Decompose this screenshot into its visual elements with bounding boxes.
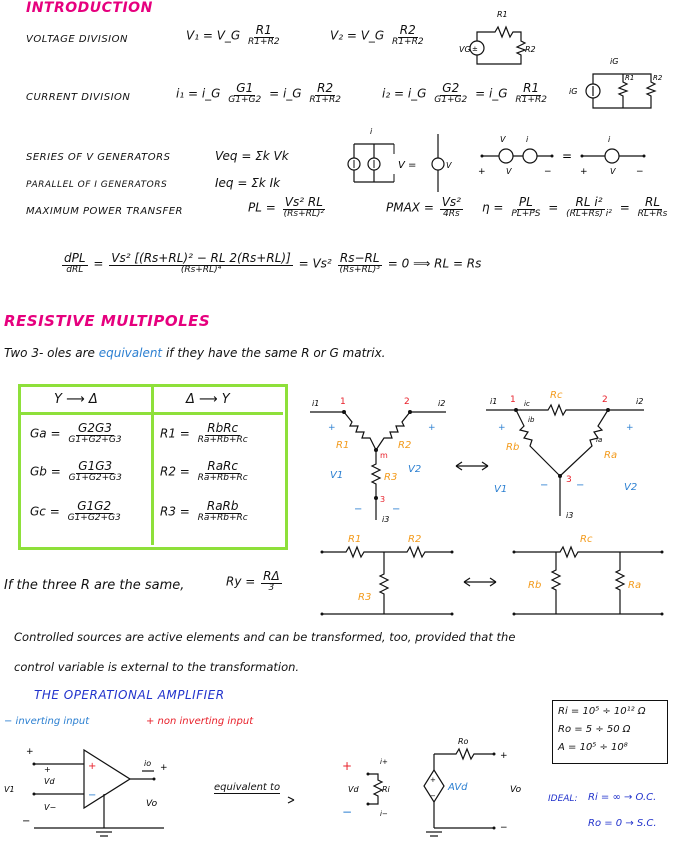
parallel-current-sources-diagram: [340, 124, 460, 196]
svg-text:R1: R1: [625, 74, 635, 82]
svg-text:Ra: Ra: [628, 580, 642, 591]
deriv-r-num: Rs−RL: [339, 251, 380, 265]
svg-text:+: +: [478, 167, 486, 177]
svg-text:−: −: [430, 792, 436, 800]
table-head-delta-to-y: Δ ⟶ Y: [186, 392, 230, 407]
intro-equivalent: equivalent: [98, 346, 163, 360]
svg-text:i: i: [608, 135, 611, 144]
svg-text:=: =: [562, 149, 573, 163]
v2-lhs: V₂ = V_G: [330, 28, 385, 43]
eta-eq-1: =: [548, 200, 559, 215]
deriv-lhs-num: dPL: [64, 251, 86, 265]
same-r-text: If the three R are the same,: [4, 578, 185, 593]
svg-text:R1: R1: [497, 10, 508, 19]
r2-lhs: R2 =: [160, 464, 190, 479]
pl-num: Vs² RL: [284, 195, 323, 209]
i2-equation: [382, 82, 551, 106]
i2-den-a: G1+G2: [434, 95, 468, 106]
multipoles-intro: [4, 346, 385, 360]
svg-text:Ri: Ri: [382, 785, 390, 794]
svg-text:i3: i3: [566, 511, 574, 520]
svg-text:V2: V2: [408, 464, 422, 475]
double-arrow-icon: [460, 574, 500, 590]
svg-text:i−: i−: [380, 810, 388, 818]
svg-text:Vo: Vo: [146, 799, 158, 809]
svg-text:+: +: [626, 423, 634, 433]
ideal-ri: Ri = ∞ → O.C.: [588, 792, 657, 803]
svg-text:+: +: [44, 765, 51, 774]
deriv-r-den: (Rs+RL)³: [339, 265, 380, 276]
gc-lhs: Gc =: [30, 504, 60, 519]
svg-text:ib: ib: [528, 416, 535, 424]
svg-text:i2: i2: [636, 397, 644, 406]
deriv-eq: =: [93, 256, 104, 271]
svg-text:VG: VG: [459, 45, 471, 54]
series-equation: Veq = Σk Vk: [215, 149, 289, 163]
svg-text:ic: ic: [524, 400, 530, 408]
inverting-input-label: − inverting input: [4, 716, 90, 727]
svg-text:i: i: [526, 135, 529, 144]
controlled-sources-line-2: control variable is external to the transformation.: [14, 660, 300, 674]
i2-num-b: R1: [523, 81, 540, 95]
ga-num: G2G3: [78, 421, 112, 435]
svg-text:R3: R3: [384, 472, 398, 483]
svg-text:−: −: [544, 167, 552, 177]
svg-text:−: −: [636, 167, 644, 177]
eta-num-b: RL i²: [575, 195, 603, 209]
svg-text:R3: R3: [358, 592, 372, 603]
r1-lhs: R1 =: [160, 426, 190, 441]
svg-text:3: 3: [380, 495, 386, 504]
r1-num: RbRc: [207, 421, 239, 435]
r3-num: RaRb: [206, 499, 239, 513]
eta-den-b: (RL+Rs) i²: [566, 209, 612, 220]
svg-text:−: −: [500, 823, 508, 833]
arrow-right-icon: [214, 796, 300, 806]
same-r-equation: [226, 570, 284, 594]
svg-text:+: +: [328, 423, 336, 433]
table-vertical-divider: [151, 385, 154, 545]
gb-lhs: Gb =: [30, 464, 61, 479]
current-division-label: CURRENT DIVISION: [26, 92, 131, 103]
table-left-row-2: [30, 500, 125, 524]
svg-text:+: +: [342, 759, 353, 773]
svg-text:i2: i2: [438, 399, 446, 408]
svg-text:+: +: [498, 423, 506, 433]
eta-den-a: PL+PS: [511, 209, 541, 220]
svg-text:Rb: Rb: [506, 442, 520, 453]
pl-den: (Rs+RL)²: [283, 209, 325, 220]
v1-lhs: V₁ = V_G: [186, 28, 241, 43]
svg-text:Rc: Rc: [580, 534, 593, 545]
pl-equation: [248, 196, 328, 220]
svg-text:+: +: [430, 776, 436, 784]
opamp-diagram: [4, 730, 204, 840]
param-ri: Ri = 10⁵ ÷ 10¹² Ω: [558, 706, 646, 717]
eta-equation: [482, 196, 671, 220]
svg-text:R2: R2: [408, 534, 422, 545]
intro-part-b: if they have the same R or G matrix.: [162, 346, 386, 360]
eta-num-c: RL: [644, 195, 661, 209]
svg-text:−: −: [22, 816, 31, 827]
svg-text:iG: iG: [569, 87, 578, 96]
ry-den: 3: [268, 583, 275, 594]
svg-text:R2: R2: [653, 74, 663, 82]
parallel-label: PARALLEL OF I GENERATORS: [26, 180, 168, 190]
table-head-y-to-delta: Y ⟶ Δ: [54, 392, 98, 407]
svg-text:−: −: [576, 480, 585, 491]
i1-num-a: G1: [236, 81, 254, 95]
opamp-equivalent-diagram: [338, 730, 538, 840]
ideal-ro: Ro = 0 → S.C.: [588, 818, 657, 829]
i2-den-b: R1+R2: [515, 95, 547, 106]
eta-den-c: RL+Rs: [637, 209, 668, 220]
parallel-equation: Ieq = Σk Ik: [215, 176, 281, 190]
table-right-row-0: [160, 422, 252, 446]
svg-text:Vd: Vd: [44, 777, 55, 786]
svg-text:+: +: [500, 751, 508, 761]
series-voltage-sources-diagram: [476, 130, 666, 180]
deriv-lhs-den: dRL: [66, 265, 84, 276]
equivalent-to-label: equivalent to: [214, 782, 281, 793]
svg-text:R2: R2: [525, 45, 536, 54]
deriv-eq2: = Vs²: [298, 256, 332, 271]
svg-text:+: +: [580, 167, 588, 177]
svg-text:AVd: AVd: [448, 782, 468, 793]
table-left-row-1: [30, 460, 126, 484]
pi-network-diagram: [510, 530, 670, 620]
intro-title: INTRODUCTION: [26, 0, 153, 16]
svg-text:V1: V1: [494, 484, 508, 495]
gb-den: G1+G2+G3: [68, 473, 122, 484]
i1-den-a: G1+G2: [228, 95, 262, 106]
i2-lhs: i₂ = i_G: [382, 86, 427, 101]
svg-text:Ro: Ro: [458, 737, 469, 746]
svg-text:V =: V =: [398, 160, 417, 171]
svg-text:±: ±: [472, 45, 478, 53]
eta-num-a: PL: [518, 195, 533, 209]
v2-den: R1+R2: [392, 37, 424, 48]
svg-text:m: m: [380, 451, 388, 460]
v2-equation: [330, 24, 428, 48]
svg-text:3: 3: [566, 475, 572, 485]
svg-text:−: −: [88, 790, 97, 801]
pl-lhs: PL =: [248, 200, 276, 215]
svg-text:V: V: [610, 167, 616, 176]
series-label: SERIES OF V GENERATORS: [26, 152, 171, 163]
table-right-row-2: [160, 500, 252, 524]
i2-num-a: G2: [442, 81, 460, 95]
r2-den: Ra+Rb+Rc: [197, 473, 248, 484]
svg-text:+: +: [428, 423, 436, 433]
svg-text:V−: V−: [44, 803, 57, 812]
gc-num: G1G2: [77, 499, 112, 513]
voltage-division-label: VOLTAGE DIVISION: [26, 34, 128, 45]
ideal-label: IDEAL:: [548, 794, 578, 804]
ry-num: RΔ: [263, 569, 280, 583]
v2-num: R2: [399, 23, 416, 37]
pmax-equation: [386, 196, 465, 220]
deriv-mid-num: Vs² [(Rs+RL)² − RL 2(Rs+RL)]: [111, 251, 291, 265]
r2-num: RaRc: [207, 459, 238, 473]
pmax-den: 4Rs: [443, 209, 460, 220]
svg-text:1: 1: [340, 397, 346, 407]
svg-text:Rc: Rc: [550, 390, 563, 401]
svg-text:R2: R2: [398, 440, 412, 451]
controlled-sources-line-1: Controlled sources are active elements and can be transformed, too, provided that the: [14, 630, 516, 644]
svg-text:+: +: [26, 747, 34, 757]
svg-text:−: −: [354, 504, 363, 515]
max-power-label: MAXIMUM POWER TRANSFER: [26, 206, 184, 217]
svg-text:1: 1: [510, 395, 516, 405]
svg-text:io: io: [144, 759, 152, 768]
svg-text:i+: i+: [380, 758, 388, 766]
svg-text:V2: V2: [624, 482, 638, 493]
svg-text:V: V: [446, 161, 452, 170]
gc-den: G1+G2+G3: [67, 513, 121, 524]
svg-text:R1: R1: [348, 534, 362, 545]
y-network-diagram: [300, 390, 460, 530]
i1-mid: = i_G: [269, 86, 302, 101]
intro-part-a: Two 3- oles are: [4, 346, 99, 360]
noninverting-input-label: + non inverting input: [146, 716, 254, 727]
opamp-title: THE OPERATIONAL AMPLIFIER: [34, 688, 225, 702]
i1-equation: [176, 82, 345, 106]
svg-text:i3: i3: [382, 515, 390, 524]
deriv-tail: = 0 ⟹ RL = Rs: [387, 256, 482, 271]
svg-text:V1: V1: [4, 785, 15, 794]
svg-text:Rb: Rb: [528, 580, 542, 591]
delta-network-diagram: [484, 386, 674, 526]
r3-lhs: R3 =: [160, 504, 190, 519]
svg-text:−: −: [540, 480, 549, 491]
svg-text:2: 2: [602, 395, 608, 405]
svg-text:−: −: [392, 504, 401, 515]
ga-den: G1+G2+G3: [68, 435, 122, 446]
svg-text:i1: i1: [312, 399, 320, 408]
current-divider-diagram: [565, 56, 665, 116]
svg-text:2: 2: [404, 397, 410, 407]
r3-den: Ra+Rb+Rc: [197, 513, 248, 524]
svg-text:−: −: [342, 805, 353, 819]
t-network-diagram: [318, 530, 458, 620]
i2-mid: = i_G: [475, 86, 508, 101]
i1-lhs: i₁ = i_G: [176, 86, 221, 101]
svg-text:R1: R1: [336, 440, 350, 451]
svg-text:iG: iG: [610, 57, 619, 66]
svg-text:i1: i1: [490, 397, 498, 406]
ga-lhs: Ga =: [30, 426, 61, 441]
svg-text:V: V: [500, 135, 506, 144]
voltage-divider-diagram: [455, 8, 545, 68]
pmax-lhs: PMAX =: [386, 200, 434, 215]
multipoles-title: RESISTIVE MULTIPOLES: [4, 312, 211, 330]
eta-eq-2: =: [619, 200, 630, 215]
svg-text:ia: ia: [596, 436, 603, 444]
v1-den: R1+R2: [248, 37, 280, 48]
svg-text:+: +: [160, 763, 168, 773]
svg-text:V1: V1: [330, 470, 344, 481]
gb-num: G1G3: [78, 459, 113, 473]
table-right-row-1: [160, 460, 252, 484]
v1-equation: [186, 24, 284, 48]
table-horizontal-divider: [19, 412, 283, 415]
derivative-equation: [60, 252, 481, 276]
eta-lhs: η =: [482, 200, 504, 215]
deriv-mid-den: (Rs+RL)⁴: [180, 265, 222, 276]
r1-den: Ra+Rb+Rc: [197, 435, 248, 446]
svg-text:V: V: [506, 167, 512, 176]
svg-text:Vd: Vd: [348, 785, 359, 794]
param-a: A = 10⁵ ÷ 10⁸: [558, 742, 628, 753]
param-ro: Ro = 5 ÷ 50 Ω: [558, 724, 631, 735]
svg-text:Vo: Vo: [510, 785, 522, 795]
table-left-row-0: [30, 422, 126, 446]
ry-lhs: Ry =: [226, 574, 256, 589]
svg-text:Ra: Ra: [604, 450, 618, 461]
svg-text:i: i: [370, 127, 373, 136]
i1-num-b: R2: [317, 81, 334, 95]
pmax-num: Vs²: [441, 195, 461, 209]
v1-num: R1: [255, 23, 272, 37]
svg-text:+: +: [88, 761, 97, 772]
i1-den-b: R1+R2: [309, 95, 341, 106]
